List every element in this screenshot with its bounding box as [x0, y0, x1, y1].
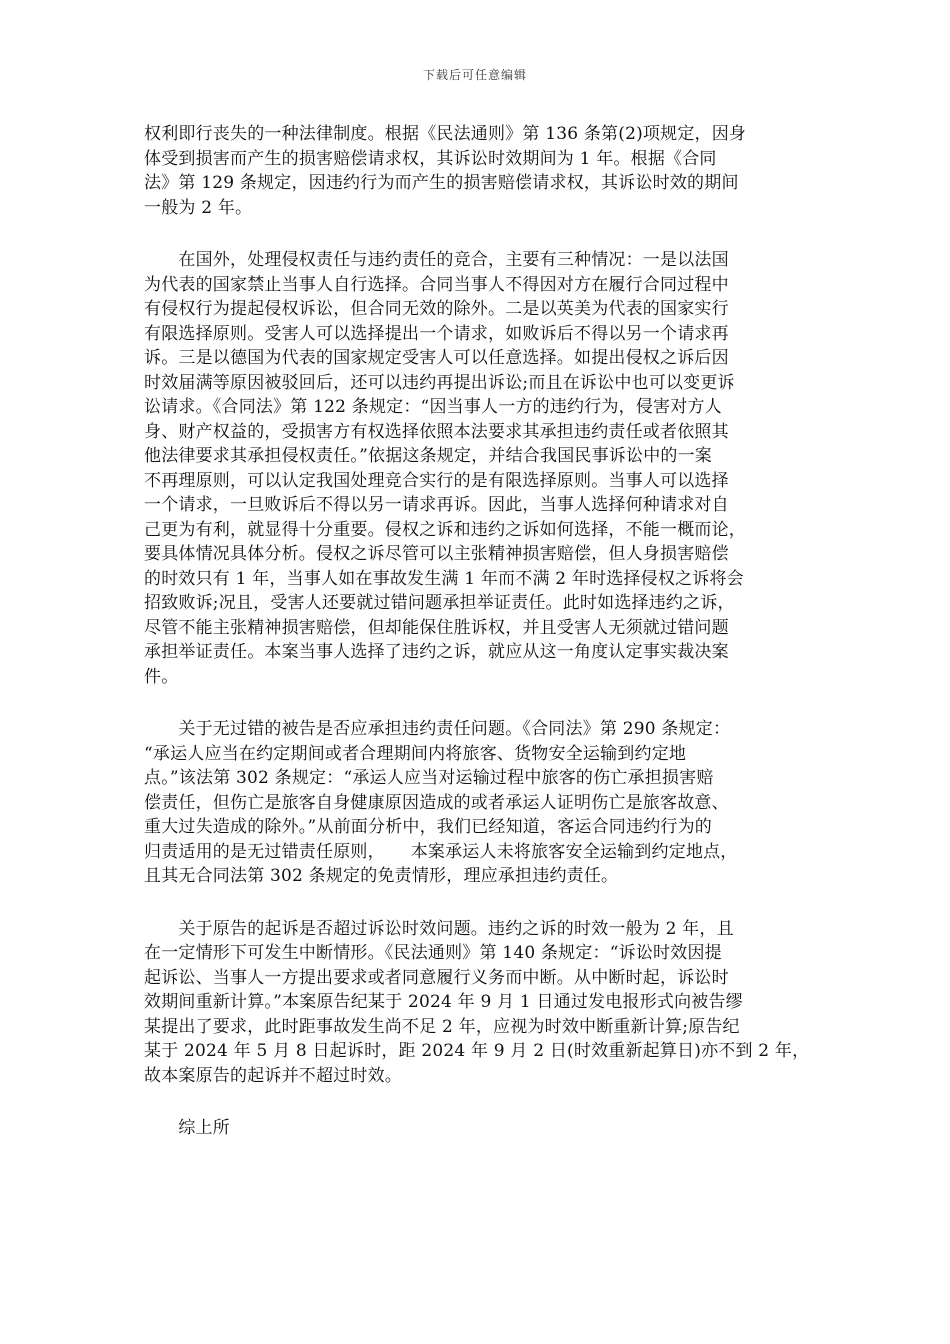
text-line: 身、财产权益的，受损害方有权选择依照本法要求其承担违约责任或者依照其: [144, 421, 729, 442]
text-line: 关于原告的起诉是否超过诉讼时效问题。违约之诉的时效一般为 2 年，且: [144, 918, 734, 939]
text-line: 时效届满等原因被驳回后，还可以违约再提出诉讼;而且在诉讼中也可以变更诉: [144, 372, 735, 393]
paragraph-5: [144, 1116, 812, 1141]
text-line: 效期间重新计算。”本案原告纪某于 2024 年 9 月 1 日通过发电报形式向被告缪: [144, 992, 743, 1012]
text-line: 己更为有利，就显得十分重要。侵权之诉和违约之诉如何选择，不能一概而论，: [144, 519, 746, 540]
text-line: 法》第 129 条规定，因违约行为而产生的损害赔偿请求权，其诉讼时效的期间: [144, 173, 739, 193]
page-header: 下载后可任意编辑: [422, 68, 527, 82]
text-line: 一般为 2 年。: [144, 197, 253, 218]
text-line: 一个请求，一旦败诉后不得以另一请求再诉。因此，当事人选择何种请求对自: [144, 495, 729, 515]
text-line: 在国外，处理侵权责任与违约责任的竞合，主要有三种情况：一是以法国: [144, 250, 729, 270]
text-line: 在一定情形下可发生中断情形。《民法通则》第 140 条规定：“诉讼时效因提: [144, 943, 722, 963]
text-line: 权利即行丧失的一种法律制度。根据《民法通则》第 136 条第(2)项规定，因身: [144, 124, 747, 144]
text-line: 重大过失造成的除外。”从前面分析中，我们已经知道，客运合同违约行为的: [144, 817, 712, 837]
text-line: 讼请求。《合同法》第 122 条规定：“因当事人一方的违约行为，侵害对方人: [144, 397, 722, 417]
text-line: 体受到损害而产生的损害赔偿请求权，其诉讼时效期间为 1 年。根据《合同: [144, 148, 717, 169]
text-line: 尽管不能主张精神损害赔偿，但却能保住胜诉权，并且受害人无须就过错问题: [144, 617, 729, 638]
text-line: 某于 2024 年 5 月 8 日起诉时，距 2024 年 9 月 2 日(时效重新起算日)亦不到 2 年，: [144, 1041, 810, 1061]
text-line: 为代表的国家禁止当事人自行选择。合同当事人不得因对方在履行合同过程中: [144, 274, 729, 295]
text-line: 有限选择原则。受害人可以选择提出一个请求，如败诉后不得以另一个请求再: [144, 323, 729, 344]
text-line: 归责适用的是无过错责任原则， 本案承运人未将旅客安全运输到约定地点，: [144, 841, 738, 862]
text-line: 不再理原则，可以认定我国处理竞合实行的是有限选择原则。当事人可以选择: [144, 470, 729, 491]
text-line: 某提出了要求，此时距事故发生尚不足 2 年，应视为时效中断重新计算;原告纪: [144, 1016, 740, 1037]
text-line: 招致败诉;况且，受害人还要就过错问题承担举证责任。此时如选择违约之诉，: [144, 593, 735, 613]
text-line: 他法律要求其承担侵权责任。”依据这条规定，并结合我国民事诉讼中的一案: [144, 446, 712, 466]
text-line: 起诉讼、当事人一方提出要求或者同意履行义务而中断。从中断时起，诉讼时: [144, 967, 729, 988]
text-line: 关于无过错的被告是否应承担违约责任问题。《合同法》第 290 条规定：: [144, 719, 731, 739]
text-line: 有侵权行为提起侵权诉讼，但合同无效的除外。二是以英美为代表的国家实行: [144, 299, 729, 319]
text-line: 的时效只有 1 年，当事人如在事故发生满 1 年而不满 2 年时选择侵权之诉将会: [144, 568, 744, 589]
text-line: 诉。三是以德国为代表的国家规定受害人可以任意选择。如提出侵权之诉后因: [144, 348, 729, 368]
text-line: “承运人应当在约定期间或者合理期间内将旅客、货物安全运输到约定地: [144, 743, 687, 764]
text-line: 点。”该法第 302 条规定：“承运人应当对运输过程中旅客的伤亡承担损害赔: [144, 768, 714, 788]
document-body: [144, 122, 812, 1169]
text-line: 件。: [144, 666, 179, 687]
text-line: 故本案原告的起诉并不超过时效。: [144, 1065, 402, 1086]
paragraph-3: [144, 717, 812, 889]
text-line: 综上所: [144, 1118, 230, 1138]
text-line: 承担举证责任。本案当事人选择了违约之诉，就应从这一角度认定事实裁决案: [144, 642, 729, 662]
paragraph-2: [144, 248, 812, 689]
text-line: 要具体情况具体分析。侵权之诉尽管可以主张精神损害赔偿，但人身损害赔偿: [144, 544, 729, 564]
text-line: 且其无合同法第 302 条规定的免责情形，理应承担违约责任。: [144, 866, 619, 886]
text-line: 偿责任，但伤亡是旅客自身健康原因造成的或者承运人证明伤亡是旅客故意、: [144, 792, 729, 813]
paragraph-4: [144, 917, 812, 1089]
paragraph-1: [144, 122, 812, 220]
